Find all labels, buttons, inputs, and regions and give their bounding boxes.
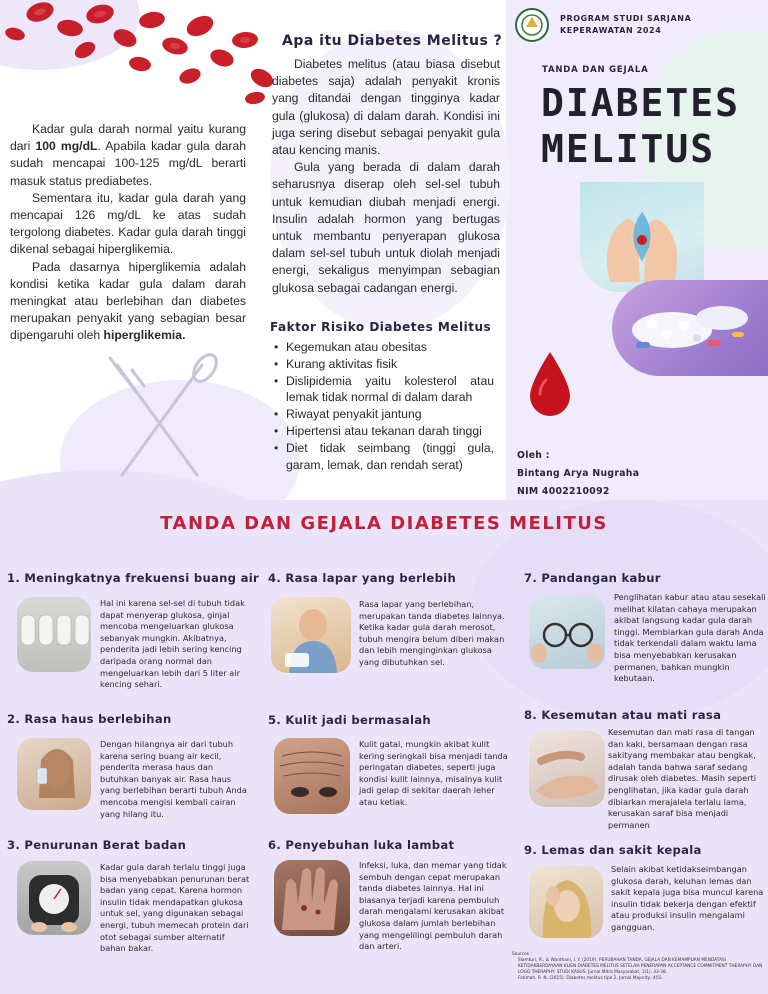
symptom-2-text: Dengan hilangnya air dari tubuh karena sering buang air kecil, penderita merasa haus dan butuhkan banyak air. Rasa haus yang berlebihan berarti tubuh Anda mencoba mengisi kembali cairan yang hilang itu. <box>100 739 247 819</box>
symptom-6-title: 6. Penyebuhan luka lambat <box>268 838 455 852</box>
symptom-4-text: Rasa lapar yang berlebihan, merupakan tanda diabetes lainnya. Ketika kadar gula darah merosot, tubuh mengira belum diberi makan dan lebih menginginkan glukosa yang dibutuhkan sel. <box>359 599 505 667</box>
drinking-woman-photo <box>17 738 91 810</box>
author-block <box>517 447 639 501</box>
symptom-7-text: Penglihatan kabur atau atau sesekali melihat kilatan cahaya merupakan akibat langsung kadar gula darah tinggi. Membiarkan gula darah Anda tidak terkendali dalam waktu lama bisa menyebabkan kerusakan permanen, bahkan mungkin kebutaan. <box>614 592 766 684</box>
sources <box>512 952 764 982</box>
blurry-vision-photo <box>529 595 605 669</box>
author-nim: NIM 4002210092 <box>517 486 610 497</box>
fork-spoon-icon <box>92 350 222 490</box>
intro-text <box>272 56 500 297</box>
urinal-photo <box>17 597 91 672</box>
risk-heading: Faktor Risiko Diabetes Melitus <box>270 320 492 334</box>
sources-label: Sources : <box>512 952 532 957</box>
symptom-4-title: 4. Rasa lapar yang berlebih <box>268 571 457 585</box>
risk-list <box>272 339 494 473</box>
symptoms-heading: TANDA DAN GEJALA DIABETES MELITUS <box>160 513 608 534</box>
symptom-5-title: 5. Kulit jadi bermasalah <box>268 713 431 727</box>
risk-item: • Kegemukan atau obesitas <box>272 339 494 356</box>
risk-item: • Hipertensi atau tekanan darah tinggi <box>272 423 494 440</box>
intro-heading: Apa itu Diabetes Melitus ? <box>282 33 503 49</box>
intro-paragraph-1: Diabetes melitus (atau biasa disebut diabetes saja) adalah penyakit kronis yang ditandai dengan tingginya kadar gula (glukosa) di dalam darah. Kondisi ini juga sering disebut sebagai penyakit gula atau kencing manis. <box>272 57 500 158</box>
symptom-6-text: Infeksi, luka, dan memar yang tidak sembuh dengan cepat merupakan tanda diabetes lainnya. Hal ini biasanya terjadi karena pembuluh darah mengalami kerusakan akibat glukosa dalam jumlah berlebihan yang mengelilingi pembuluh darah dan arteri. <box>359 860 507 952</box>
cover-subtitle: TANDA DAN GEJALA <box>542 65 649 75</box>
pills-photo <box>612 280 768 376</box>
symptom-3-text: Kadar gula darah terlalu tinggi juga bisa menyebabkan penurunan berat badan yang cepat. Karena hormon insulin tidak mendapatkan glukosa untuk sel, yang digunakan sebagai energi, tubuh memecah protein dari otot sebagai sumber alternatif bahan bakar. <box>100 862 250 954</box>
risk-item: • Kurang aktivitas fisik <box>272 356 494 373</box>
source-1: Slamturi, R., & Wardhani, I. Y. (2019). PERUBAHAN TANDA, GEJALA DAN KEMAMPUAN MENDATASI KETIDAKBERDAYAAN KLIEN DIABETES MELITUS SETELAH PENERAPAN ACCEPTANCE COMMITMENT THERAPHY DAN LOGO THERAPHY: STUDI KASUS. Jurnal Mitra Masyarakat, 1(1), 33-38. <box>518 958 763 975</box>
risk-item: • Riwayat penyakit jantung <box>272 406 494 423</box>
cover-title: DIABETES MELITUS <box>541 81 741 171</box>
numb-feet-photo <box>529 731 605 807</box>
symptom-5-text: Kulit gatal, mungkin akibat kulit kering seringkali bisa menjadi tanda peringatan diabetes, seperti juga kondisi kulit lainnya, misalnya kulit jadi gelap di sekitar daerah leher atau ketiak. <box>359 739 508 807</box>
ribbon-hands-photo <box>580 182 704 292</box>
blood-drop-icon <box>526 350 574 420</box>
program-label: PROGRAM STUDI SARJANA KEPERAWATAN 2024 <box>560 14 692 35</box>
hungry-person-photo <box>271 597 351 673</box>
symptom-7-title: 7. Pandangan kabur <box>524 571 661 585</box>
blood-cells-decoration <box>0 0 300 110</box>
intro-paragraph-2: Gula yang berada di dalam darah seharusnya diserap oleh sel-sel tubuh untuk kemudian diubah menjadi energi. Insulin adalah hormon yang bertugas untuk membantu penyerapan glukosa dalam sel-sel tubuh untuk diolah menjadi energi, sekaligus menyimpan sebagian glukosa sebagai cadangan energi. <box>272 160 500 295</box>
symptom-8-title: 8. Kesemutan atau mati rasa <box>524 708 722 722</box>
risk-item: • Diet tidak seimbang (tinggi gula, garam, lemak, dan rendah serat) <box>272 440 494 474</box>
symptom-1-title: 1. Meningkatnya frekuensi buang air <box>7 571 260 585</box>
author-label: Oleh : <box>517 450 550 461</box>
symptom-3-title: 3. Penurunan Berat badan <box>7 838 187 852</box>
symptom-9-text: Selain akibat ketidakseimbangan glukosa darah, keluhan lemas dan sakit kepala juga bisa muncul karena insulin tidak bekerja dengan efektif atau produksi insulin mengalami gangguan. <box>611 864 764 932</box>
author-name: Bintang Arya Nugraha <box>517 468 640 479</box>
risk-item: • Dislipidemia yaitu kolesterol atau lemak tidak normal di dalam darah <box>272 373 494 407</box>
headache-woman-photo <box>529 866 603 938</box>
symptom-8-text: Kesemutan dan mati rasa di tangan dan kaki, bersamaan dengan rasa sakityang membakar atau bengkak, adalah tanda bahwa saraf sedang dirusak oleh diabetes. Masih seperti penglihatan, jika kadar gula darah dibiarkan merajalela terlalu lama, kerusakan saraf bisa menjadi permanen <box>608 727 757 830</box>
symptom-1-text: Hal ini karena sel-sel di tubuh tidak dapat menyerap glukosa, ginjal mencoba mengeluarkan glukosa sebanyak mungkin. Akibatnya, penderita jadi lebih sering kencing daripada orang normal dan mengeluarkan lebih dari 5 liter air kencing sehari. <box>100 598 245 690</box>
source-2: Fatimah, R. N. (2015). Diabetes melitus tipe 2. Jurnal Majority, 4(5). <box>518 976 664 981</box>
symptom-2-title: 2. Rasa haus berlebihan <box>7 712 172 726</box>
blood-sugar-text <box>10 121 246 345</box>
university-logo-icon <box>514 7 550 43</box>
blood-sugar-paragraph-1: Kadar gula darah normal yaitu kurang dari 100 mg/dL. Apabila kadar gula darah sudah mencapai 100-125 mg/dL berarti masuk status prediabetes. <box>10 122 246 188</box>
weighing-scale-photo <box>17 861 91 935</box>
blood-sugar-paragraph-2: Sementara itu, kadar gula darah yang mencapai 126 mg/dL ke atas sudah tergolong diabetes. Kadar gula darah tinggi dikenal sebagai hiperglikemia. <box>10 190 246 257</box>
wrinkled-skin-photo <box>274 738 350 814</box>
symptom-9-title: 9. Lemas dan sakit kepala <box>524 843 702 857</box>
wound-hand-photo <box>274 860 350 936</box>
blood-sugar-paragraph-3: Pada dasarnya hiperglikemia adalah kondisi ketika kadar gula dalam darah meningkat atau berlebihan dan diabetes merupakan penyakit yang sebagian besar dipengaruhi oleh hiperglikemia. <box>10 259 246 343</box>
